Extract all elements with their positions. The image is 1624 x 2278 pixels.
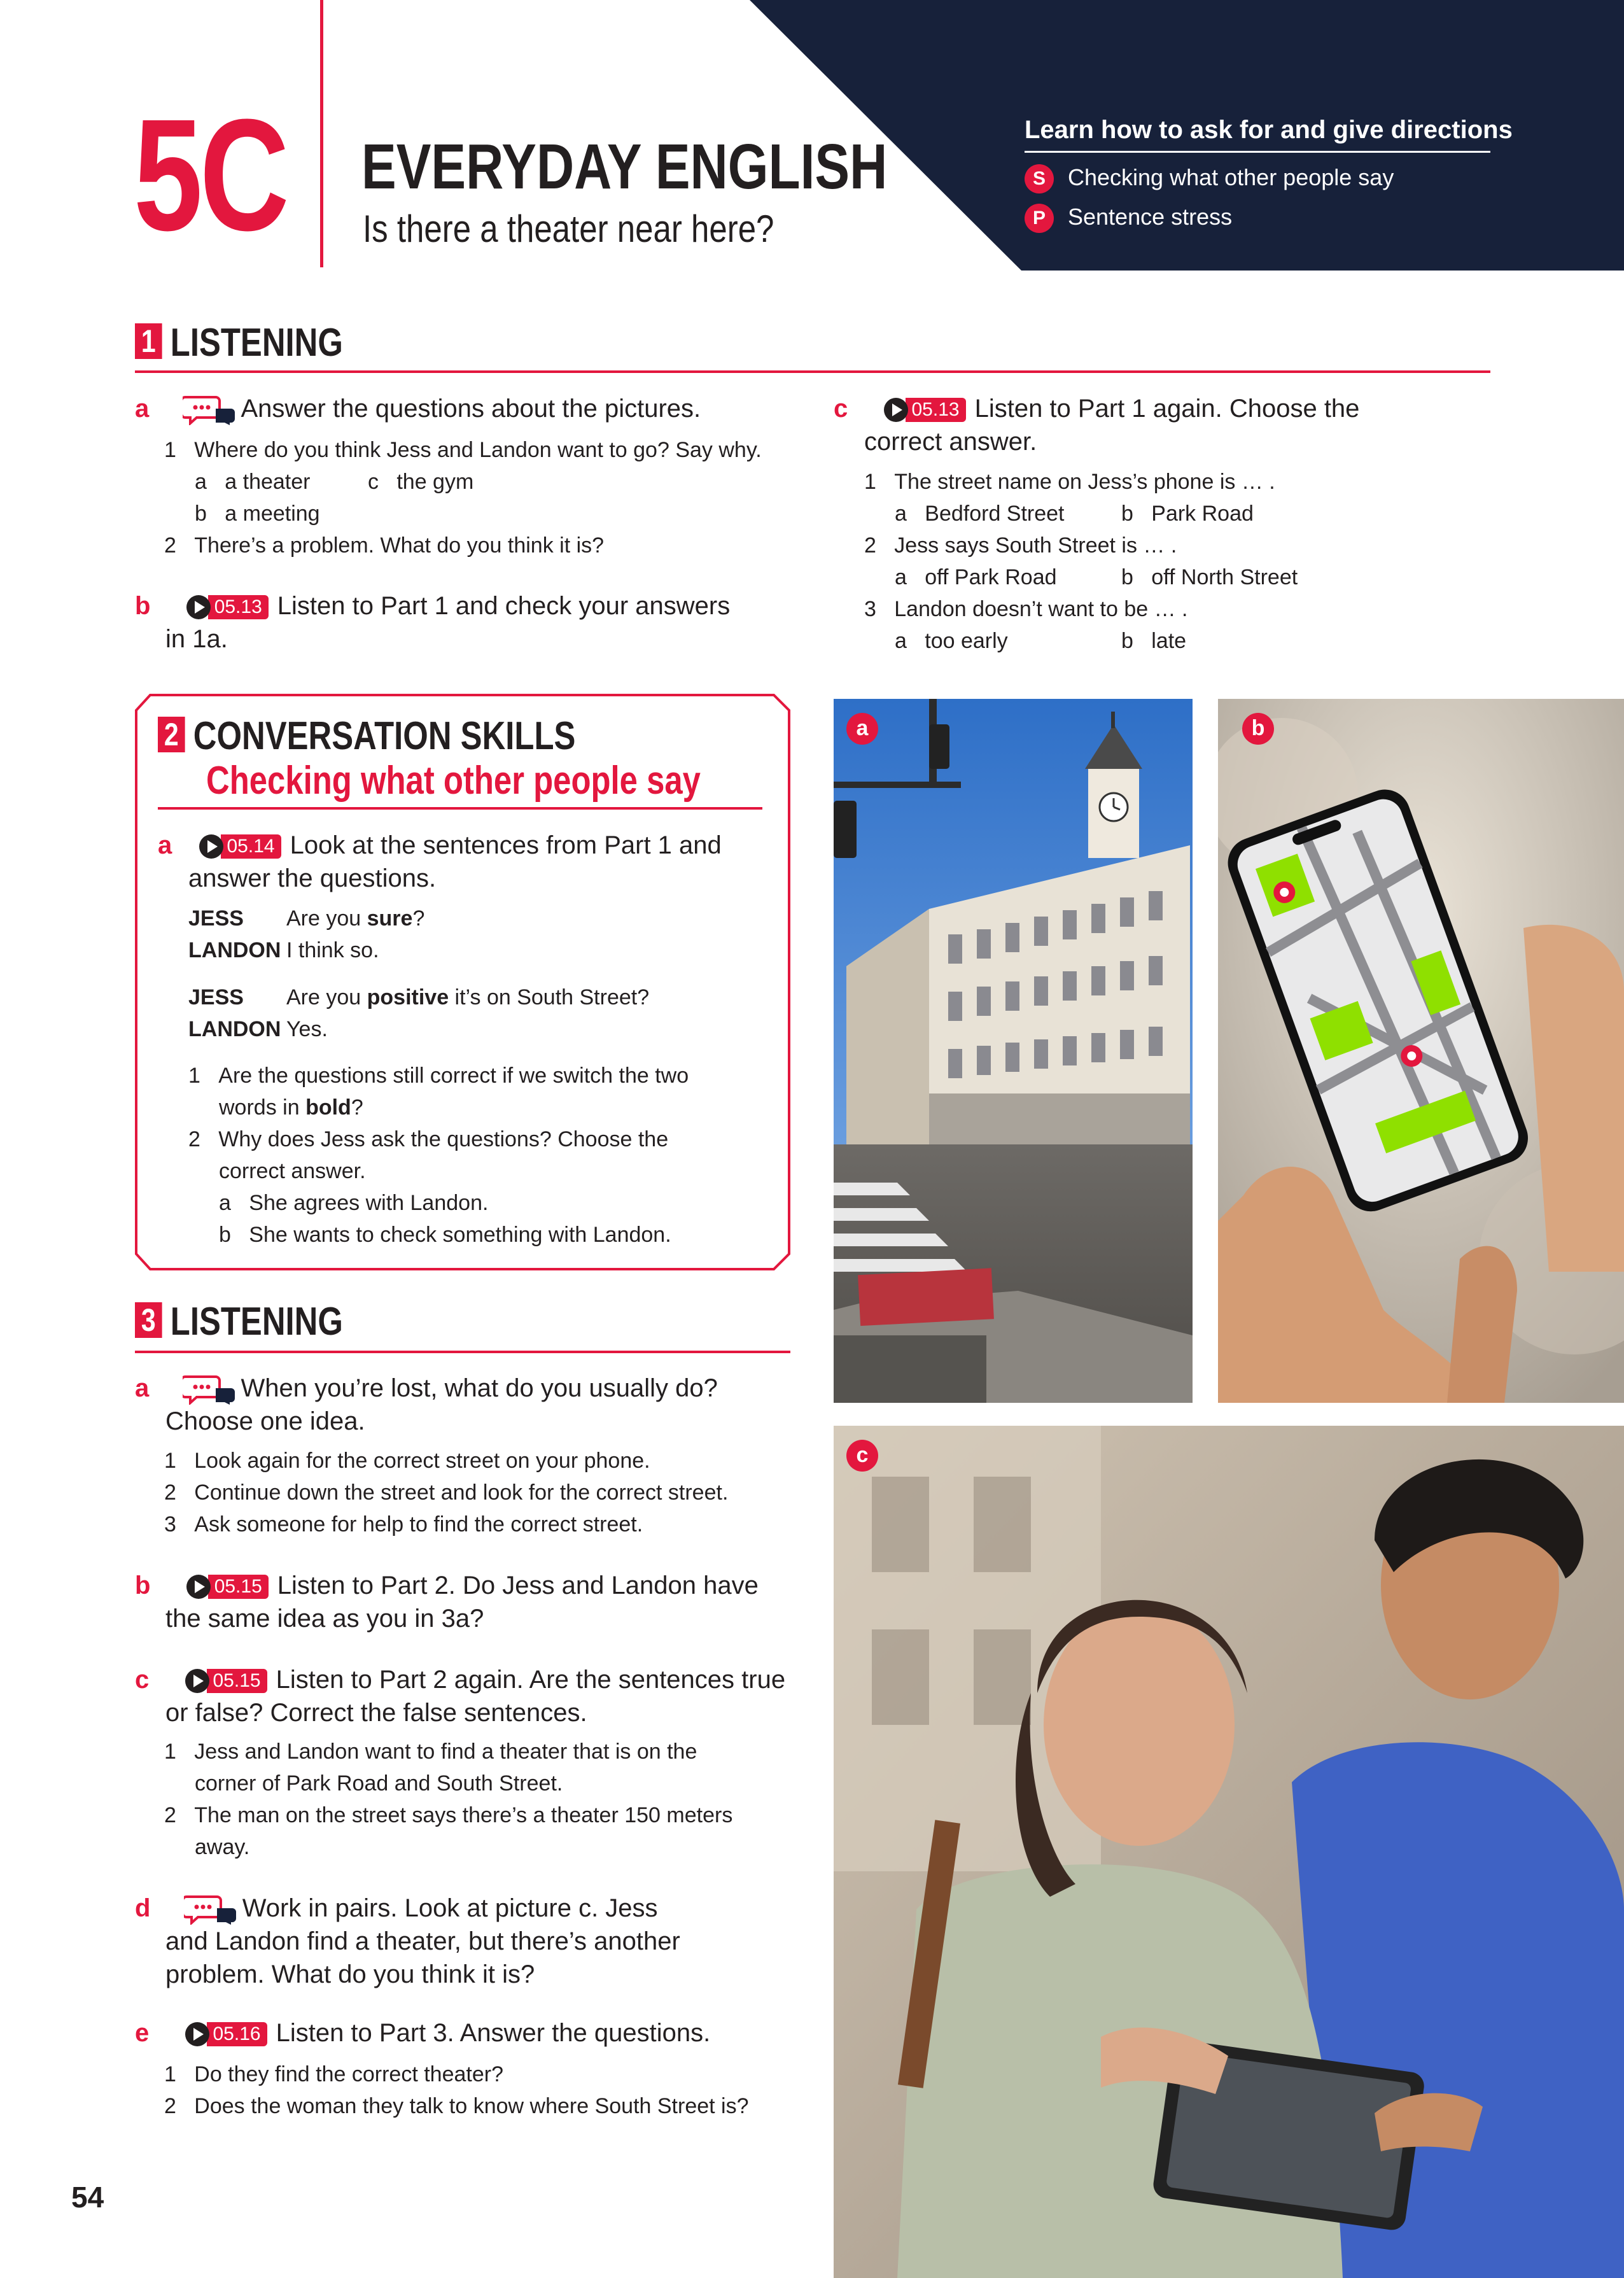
section-2-rule <box>158 807 762 810</box>
task-instruction: Look at the sentences from Part 1 and <box>290 831 722 859</box>
goal-skill <box>1025 164 1394 193</box>
goal-skill-text: Checking what other people say <box>1068 164 1394 190</box>
option: a too early <box>895 629 1008 653</box>
section-1-rule <box>135 370 1490 373</box>
lesson-goal: Learn how to ask for and give directions <box>1025 116 1513 144</box>
list-item: 2 Jess says South Street is … . <box>864 533 1177 558</box>
dialogue-line: JESS Are you sure? <box>188 906 425 931</box>
option: b off North Street <box>1121 565 1298 589</box>
list-item-continued: words in bold? <box>219 1095 363 1120</box>
option: b late <box>1121 629 1187 653</box>
option: a Bedford Street <box>895 502 1065 526</box>
list-item: 1 Do they find the correct theater? <box>164 2062 503 2086</box>
photo-b-phone-map <box>1218 699 1624 1403</box>
list-item: 1 Where do you think Jess and Landon want to go? Say why. <box>164 438 762 462</box>
task-instruction: Listen to Part 2. Do Jess and Landon have <box>277 1571 759 1600</box>
task-instruction: the same idea as you in 3a? <box>165 1605 484 1633</box>
task-letter: c <box>135 1666 150 1694</box>
task-3c <box>135 1663 797 1729</box>
task-1a <box>135 392 803 425</box>
list-item: 3 Landon doesn’t want to be … . <box>864 597 1188 621</box>
option: a a theater <box>195 470 311 494</box>
task-instruction: Listen to Part 3. Answer the questions. <box>276 2019 711 2047</box>
option: a off Park Road <box>895 565 1057 589</box>
task-2a <box>158 829 769 895</box>
list-item: 2 The man on the street says there’s a theater 150 meters <box>164 1803 733 1827</box>
task-letter: a <box>135 1374 150 1402</box>
task-3d <box>135 1892 797 1991</box>
pronunciation-badge-icon: P <box>1025 204 1054 233</box>
skill-badge-icon: S <box>1025 164 1054 193</box>
task-letter: b <box>135 592 151 620</box>
option: b Park Road <box>1121 502 1254 526</box>
list-item: 2 Why does Jess ask the questions? Choose the <box>188 1127 669 1151</box>
header-divider <box>320 0 323 267</box>
audio-track-button[interactable]: 05.15 <box>185 1669 267 1693</box>
list-item-continued: corner of Park Road and South Street. <box>195 1771 563 1796</box>
goal-pronunciation-text: Sentence stress <box>1068 204 1233 230</box>
play-icon <box>185 1669 209 1693</box>
photo-c-couple-tablet <box>834 1426 1624 2278</box>
audio-track-button[interactable]: 05.13 <box>186 595 269 619</box>
task-instruction: Listen to Part 1 and check your answers <box>277 592 731 620</box>
photo-label-c: c <box>846 1440 878 1472</box>
task-1b <box>135 589 803 656</box>
play-icon <box>199 834 223 859</box>
audio-track-button[interactable]: 05.15 <box>186 1575 269 1599</box>
task-instruction: Listen to Part 2 again. Are the sentences true <box>276 1666 786 1694</box>
list-item: 1 The street name on Jess’s phone is … . <box>864 470 1275 494</box>
section-number: 2 <box>158 717 185 752</box>
page-number: 54 <box>71 2181 104 2214</box>
task-instruction: and Landon find a theater, but there’s another <box>165 1927 680 1956</box>
section-number: 3 <box>135 1302 162 1338</box>
dialogue-line: LANDON I think so. <box>188 938 379 962</box>
speaking-icon <box>183 395 236 425</box>
task-letter: d <box>135 1894 151 1922</box>
section-2-subtitle: Checking what other people say <box>206 759 701 803</box>
section-3-heading <box>135 1302 343 1342</box>
section-title: LISTENING <box>170 1300 343 1344</box>
list-item: 2 There’s a problem. What do you think it is? <box>164 533 605 558</box>
task-instruction: Work in pairs. Look at picture c. Jess <box>242 1894 658 1922</box>
play-icon <box>186 1575 211 1599</box>
lesson-number: 5C <box>134 86 286 264</box>
section-3-rule <box>135 1351 790 1353</box>
list-item: 3 Ask someone for help to find the correct street. <box>164 1512 643 1536</box>
task-instruction: answer the questions. <box>188 864 437 892</box>
play-icon <box>186 595 211 619</box>
option: a She agrees with Landon. <box>219 1191 489 1215</box>
task-instruction: Choose one idea. <box>165 1407 365 1436</box>
list-item: 1 Look again for the correct street on your phone. <box>164 1449 650 1473</box>
list-item: 1 Are the questions still correct if we switch the two <box>188 1064 689 1088</box>
task-3a <box>135 1372 797 1438</box>
street-building-illustration <box>834 699 1193 1403</box>
task-1c <box>834 392 1495 458</box>
task-instruction: problem. What do you think it is? <box>165 1960 535 1989</box>
option: c the gym <box>368 470 474 494</box>
speaking-icon <box>184 1894 237 1925</box>
task-3e <box>135 2016 797 2049</box>
photo-label-b: b <box>1242 713 1274 745</box>
list-item-continued: correct answer. <box>219 1159 366 1183</box>
task-letter: e <box>135 2019 150 2047</box>
task-instruction: in 1a. <box>165 625 228 653</box>
task-instruction: Listen to Part 1 again. Choose the <box>974 395 1360 423</box>
task-letter: a <box>135 395 150 423</box>
audio-track-button[interactable]: 05.14 <box>199 834 281 859</box>
goal-divider <box>1025 151 1490 153</box>
section-number: 1 <box>135 323 162 359</box>
dialogue-line: LANDON Yes. <box>188 1017 328 1041</box>
speaking-icon <box>183 1374 236 1405</box>
dialogue-line: JESS Are you positive it’s on South Street? <box>188 985 650 1009</box>
task-instruction: or false? Correct the false sentences. <box>165 1699 587 1727</box>
task-letter: a <box>158 831 172 859</box>
list-item: 2 Does the woman they talk to know where South Street is? <box>164 2094 749 2118</box>
task-instruction: When you’re lost, what do you usually do? <box>241 1374 718 1402</box>
task-instruction: correct answer. <box>864 428 1037 456</box>
option: b a meeting <box>195 502 320 526</box>
task-letter: b <box>135 1571 151 1600</box>
lesson-subtitle: Is there a theater near here? <box>363 207 774 250</box>
couple-tablet-illustration <box>834 1426 1624 2278</box>
list-item: 2 Continue down the street and look for the correct street. <box>164 1480 729 1505</box>
section-1-heading <box>135 323 343 363</box>
phone-map-illustration <box>1218 699 1624 1403</box>
task-3b <box>135 1569 797 1635</box>
play-icon <box>185 2022 209 2046</box>
section-title: CONVERSATION SKILLS <box>193 714 576 758</box>
task-instruction: Answer the questions about the pictures. <box>241 395 701 423</box>
list-item-continued: away. <box>195 1835 250 1859</box>
audio-track-button[interactable]: 05.13 <box>884 398 966 422</box>
audio-track-button[interactable]: 05.16 <box>185 2022 267 2046</box>
photo-a-street <box>834 699 1193 1403</box>
goal-pronunciation <box>1025 204 1232 233</box>
option: b She wants to check something with Landon. <box>219 1223 671 1247</box>
task-letter: c <box>834 395 848 423</box>
section-2-heading <box>158 714 576 758</box>
photo-label-a: a <box>846 713 878 745</box>
list-item: 1 Jess and Landon want to find a theater that is on the <box>164 1740 697 1764</box>
play-icon <box>884 398 908 422</box>
lesson-title: EVERYDAY ENGLISH <box>361 131 888 202</box>
section-title: LISTENING <box>170 321 343 365</box>
